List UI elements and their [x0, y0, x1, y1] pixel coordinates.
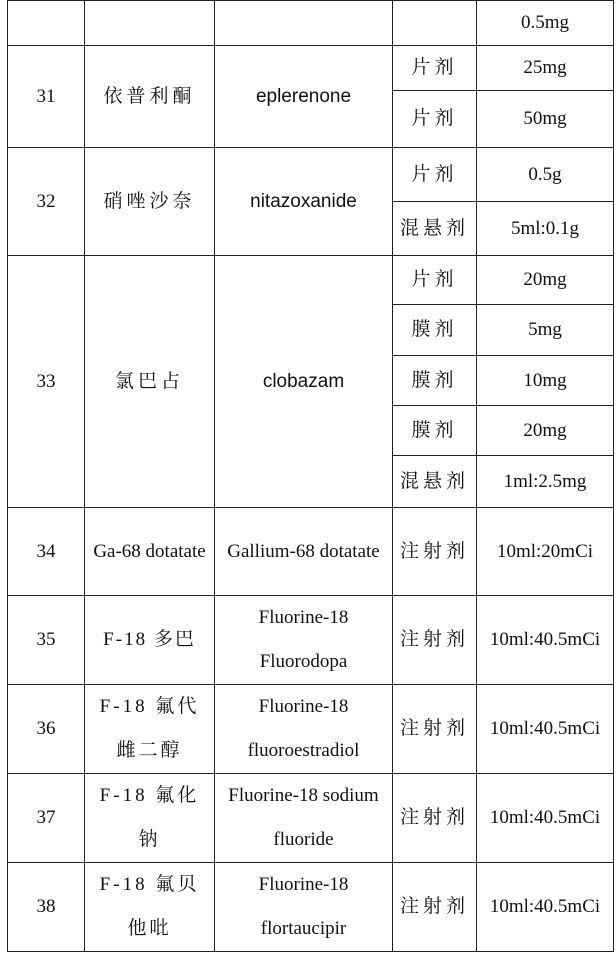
- row-number: 33: [8, 256, 85, 508]
- dosage-form: 片剂: [393, 46, 477, 91]
- dosage-form: 片剂: [393, 256, 477, 305]
- row-number: 32: [8, 148, 85, 256]
- specification: 1ml:2.5mg: [477, 456, 614, 508]
- table-row: [8, 685, 614, 774]
- chinese-name: Ga-68 dotatate: [85, 508, 215, 596]
- dosage-form: 注射剂: [393, 685, 477, 774]
- specification: 50mg: [477, 91, 614, 148]
- specification: 20mg: [477, 406, 614, 456]
- chinese-name: 依普利酮: [85, 46, 215, 148]
- dosage-form: 片剂: [393, 148, 477, 202]
- table-row: [8, 508, 614, 596]
- specification: 10ml:40.5mCi: [477, 596, 614, 685]
- specification: 0.5g: [477, 148, 614, 202]
- dosage-form: 注射剂: [393, 596, 477, 685]
- dosage-form: [393, 1, 477, 46]
- english-name: Fluorine-18 Fluorodopa: [215, 596, 393, 685]
- table-row: [8, 148, 614, 202]
- specification: 10ml:20mCi: [477, 508, 614, 596]
- specification: 0.5mg: [477, 1, 614, 46]
- table-row: [8, 863, 614, 952]
- english-name: Fluorine-18 flortaucipir: [215, 863, 393, 952]
- chinese-name: F-18 氟代雌二醇: [85, 685, 215, 774]
- row-number: [8, 1, 85, 46]
- dosage-form: 膜剂: [393, 406, 477, 456]
- english-name: clobazam: [215, 256, 393, 508]
- row-number: 38: [8, 863, 85, 952]
- specification: 10ml:40.5mCi: [477, 863, 614, 952]
- dosage-form: 混悬剂: [393, 202, 477, 256]
- chinese-name: [85, 1, 215, 46]
- dosage-form: 注射剂: [393, 774, 477, 863]
- specification: 10ml:40.5mCi: [477, 685, 614, 774]
- english-name: eplerenone: [215, 46, 393, 148]
- row-number: 31: [8, 46, 85, 148]
- english-name: Fluorine-18 fluoroestradiol: [215, 685, 393, 774]
- dosage-form: 注射剂: [393, 508, 477, 596]
- table-row: [8, 774, 614, 863]
- drug-table: [7, 0, 614, 952]
- specification: 5ml:0.1g: [477, 202, 614, 256]
- table-row: [8, 1, 614, 46]
- specification: 20mg: [477, 256, 614, 305]
- dosage-form: 膜剂: [393, 305, 477, 356]
- chinese-name: F-18 多巴: [85, 596, 215, 685]
- table-row: [8, 256, 614, 305]
- chinese-name: 氯巴占: [85, 256, 215, 508]
- table-row: [8, 596, 614, 685]
- english-name: Fluorine-18 sodium fluoride: [215, 774, 393, 863]
- english-name: nitazoxanide: [215, 148, 393, 256]
- specification: 25mg: [477, 46, 614, 91]
- specification: 10ml:40.5mCi: [477, 774, 614, 863]
- chinese-name: F-18 氟化钠: [85, 774, 215, 863]
- chinese-name: F-18 氟贝他吡: [85, 863, 215, 952]
- dosage-form: 片剂: [393, 91, 477, 148]
- english-name: [215, 1, 393, 46]
- row-number: 36: [8, 685, 85, 774]
- english-name: Gallium-68 dotatate: [215, 508, 393, 596]
- row-number: 34: [8, 508, 85, 596]
- row-number: 37: [8, 774, 85, 863]
- dosage-form: 混悬剂: [393, 456, 477, 508]
- specification: 10mg: [477, 356, 614, 406]
- chinese-name: 硝唑沙奈: [85, 148, 215, 256]
- dosage-form: 注射剂: [393, 863, 477, 952]
- row-number: 35: [8, 596, 85, 685]
- table-row: [8, 46, 614, 91]
- specification: 5mg: [477, 305, 614, 356]
- dosage-form: 膜剂: [393, 356, 477, 406]
